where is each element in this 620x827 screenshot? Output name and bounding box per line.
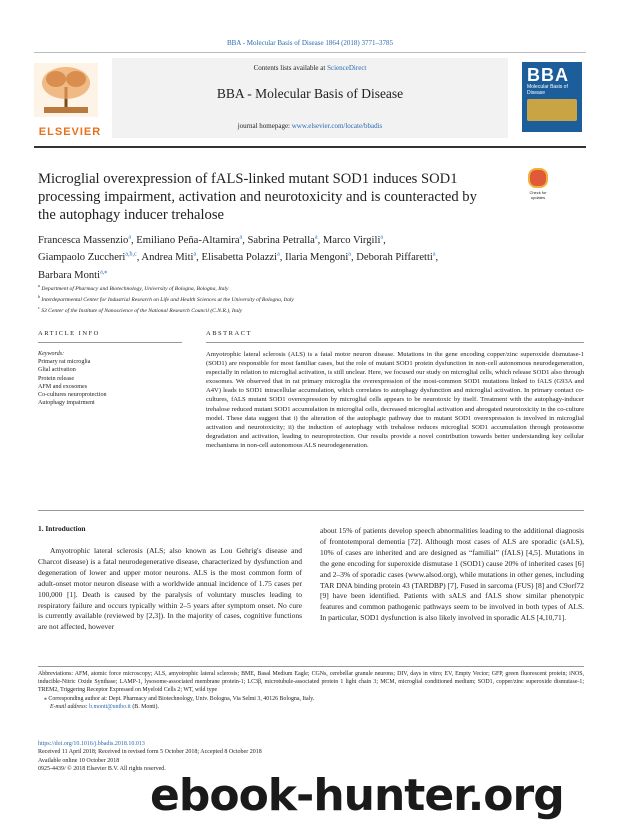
- check-for-updates-button[interactable]: [524, 168, 552, 200]
- keyword: Autophagy impairment: [38, 400, 95, 407]
- copyright: 0925-4439/ © 2018 Elsevier B.V. All rights reserved.: [38, 765, 166, 772]
- abstract-heading: ABSTRACT: [206, 330, 252, 337]
- received-dates: Received 11 April 2018; Received in revised form 5 October 2018; Accepted 8 October 2018: [38, 749, 262, 756]
- homepage-link[interactable]: www.elsevier.com/locate/bbadis: [291, 122, 383, 130]
- abstract-text: Amyotrophic lateral sclerosis (ALS) is a fatal motor neuron disease. Mutations in the gene encoding copper/zinc superoxide dismutase-1 (SOD1) are responsible for most familiar cases, but the role of mutant SOD1 protein dysfunction in non-cell autonomous neurodegeneration, especially in relation to microglial activation, is still unclear. Here, we focused our study on microglial cells, which release SOD1 also through exosomes. We observed that in rat primary microglia the overexpression of the most-common SOD1 mutations linked to fALS (G93A and A4V) leads to SOD1 intracellular accumulation, which correlates to autophagy dysfunction and microglial activation. In primary contact co-cultures, fALS mutant SOD1 overexpression by microglial cells appears to be neurotoxic by itself. Treatment with the autophagy-inducer trehalose reduced mutant SOD1 accumulation in microglial cells, decreased microglial activation and abrogated neurotoxicity in the co-culture model. These data suggest that i) the alteration of the autophagic pathway due to mutant SOD1 overexpression is involved in microglial activation and neurotoxicity; ii) the induction of autophagy with trehalose reduces microglial SOD1 accumulation through proteasome degradation and activation, leading to neuroprotection. Our results provide a novel contribution towards better understanding key cellular mechanisms in non-cell autonomous ALS neurodegeneration.: [206, 351, 584, 449]
- author-list: [38, 230, 558, 283]
- affiliations: [38, 282, 558, 315]
- author[interactable]: Andrea Miti$^a$,: [141, 251, 202, 264]
- author[interactable]: Emiliano Peña-Altamira$^a$,: [136, 234, 248, 246]
- watermark: ebook-hunter.org: [150, 770, 564, 821]
- article-title: Microglial overexpression of fALS-linked mutant SOD1 induces SOD1 processing impairment, activation and neurotoxicity and is counteracted by the autophagy inducer trehalose: [38, 171, 477, 223]
- intro-column-left: [38, 546, 302, 633]
- cover-title: BBA: [527, 65, 569, 85]
- elsevier-tree-icon: [34, 63, 98, 117]
- elsevier-logo: [34, 63, 106, 141]
- journal-masthead: [112, 58, 508, 138]
- intro-column-right: about 15% of patients develop speech abnormalities leading to the additional diagnosis of frontotemporal dementia [72]. Although most cases of ALS are sporadic (sALS), 10% of cases are inherited and are designed as “familial” (fALS) [4,5]. Mutations in the gene encoding for superoxide dismutase 1 (SOD1) cause 20% of inherited cases [6] and 2–3% of sporadic cases (www.alsod.org), while mutations in other genes, including TAR DNA binding protein 43 (TARDBP) [7], Fused in sarcoma (FUS) [8] and C9orf72 [9] have been identified. Patients with sALS and fALS show similar phenotypic features and common pathogenic pathways seem to be involved in both types of ALS. In particular, SOD1 dysfunction is also likely involved in sporadic ALS [4,10,71].: [320, 526, 584, 623]
- affiliation: $^a$ Department of Pharmacy and Biotechnology, University of Bologna, Bologna, Italy: [38, 283, 229, 292]
- elsevier-wordmark: ELSEVIER: [38, 126, 102, 138]
- check-updates-label: Check for updates: [529, 190, 547, 200]
- author[interactable]: Francesca Massenzio$^a$,: [38, 234, 137, 246]
- sciencedirect-link[interactable]: ScienceDirect: [327, 64, 367, 72]
- keyword: Protein release: [38, 375, 75, 382]
- journal-cover: [522, 62, 582, 132]
- journal-citation[interactable]: BBA - Molecular Basis of Disease 1864 (2018) 3771–3785: [226, 39, 394, 47]
- footnote-rule: [38, 666, 584, 667]
- header-rule-top: [34, 52, 586, 53]
- doi-link[interactable]: https://doi.org/10.1016/j.bbadis.2018.10.013: [38, 741, 145, 747]
- email-link[interactable]: b.monti@unibo.it: [89, 703, 131, 710]
- keyword: Co-cultures neuroprotection: [38, 392, 107, 399]
- keywords-heading: Keywords:: [38, 351, 65, 357]
- online-date: Available online 10 October 2018: [38, 757, 120, 764]
- intro-paragraph: Amyotrophic lateral sclerosis (ALS; also known as Lou Gehrig's disease and Charcot disease) is a fatal neurodegenerative disease, characterized by dysfunction and degeneration of lower and upper motor neurons. ALS is the most common form of adult-onset motor neuron disease with a worldwide annual incidence of 1.75 cases per 100,000 [1]. Death is caused by the paralysis of voluntary muscles leading to respiratory failure and occurs typically within 2–5 years after symptom onset. No cure is currently available (reviewed by [2,3]). In the majority of cases, cognitive functions are not affected, however: [38, 546, 302, 632]
- article-info-rule: [38, 342, 182, 343]
- contents-line: Contents lists available at ScienceDirect: [253, 64, 367, 72]
- header-rule-bottom: [34, 146, 586, 148]
- article-info-heading: ARTICLE INFO: [38, 330, 100, 337]
- author[interactable]: Deborah Piffaretti$^a$,: [356, 251, 439, 264]
- email-note: E-mail address: b.monti@unibo.it (B. Monti).: [50, 703, 159, 710]
- introduction-heading: 1. Introduction: [38, 524, 86, 533]
- author[interactable]: Marco Virgili$^a$,: [322, 234, 386, 246]
- journal-title: BBA - Molecular Basis of Disease: [216, 86, 404, 101]
- author[interactable]: Elisabetta Polazzi$^a$,: [201, 251, 286, 264]
- keywords-block: [38, 350, 182, 407]
- footnotes: [38, 670, 584, 711]
- abbreviations-note: Abbreviations: AFM, atomic force microscopy; ALS, amyotrophic lateral sclerosis; BME, Basal Medium Eagle; CGNs, cerebellar granule neurons; DIV, days in vitro; EV, Empty Vector; GFP, green fluorescent protein; iNOS, inducible-Nitric Oxide Synthase; LAMP-1, lysosome-associated membrane protein-1; LC3β, microtubule-associated protein 1 light chain 3; MCM, microglial conditioned medium; SOD1, copper/zinc superoxide dismutase-1; TREM2, Triggering Receptor Expressed on Myeloid Cells 2; WT, wild type: [38, 671, 584, 694]
- author[interactable]: Sabrina Petralla$^a$,: [247, 234, 323, 246]
- abstract-rule: [206, 342, 584, 343]
- homepage-line: journal homepage: www.elsevier.com/locate/bbadis: [237, 122, 383, 130]
- abstract-bottom-rule: [38, 510, 584, 511]
- keyword: AFM and exosomes: [38, 383, 88, 390]
- corresponding-author-note: ⁎ Corresponding author at: Dept. Pharmacy and Biotechnology, Univ. Bologna, Via Selmi 3, 40126 Bologna, Italy.: [44, 695, 315, 702]
- affiliation: $^c$ S3 Center of the Institute of Nanoscience of the National Research Council (C.N.R.), Italy: [38, 304, 243, 314]
- keyword: Primary rat microglia: [38, 359, 91, 366]
- affiliation: $^b$ Interdepartmental Center for Industrial Research on Life and Health Sciences at the University of Bologna, Italy: [38, 293, 294, 303]
- keyword: Glial activation: [38, 367, 76, 374]
- author[interactable]: Ilaria Mengoni$^a$,: [285, 251, 357, 264]
- cover-subtitle: Molecular Basis of Disease: [527, 84, 568, 96]
- cover-image-icon: [527, 99, 577, 121]
- check-updates-icon: [528, 168, 548, 188]
- author[interactable]: Barbara Monti$^{a,⁎}$: [38, 269, 108, 281]
- publication-info: [38, 740, 338, 773]
- author[interactable]: Giampaolo Zuccheri$^{a,b,c}$,: [38, 251, 142, 264]
